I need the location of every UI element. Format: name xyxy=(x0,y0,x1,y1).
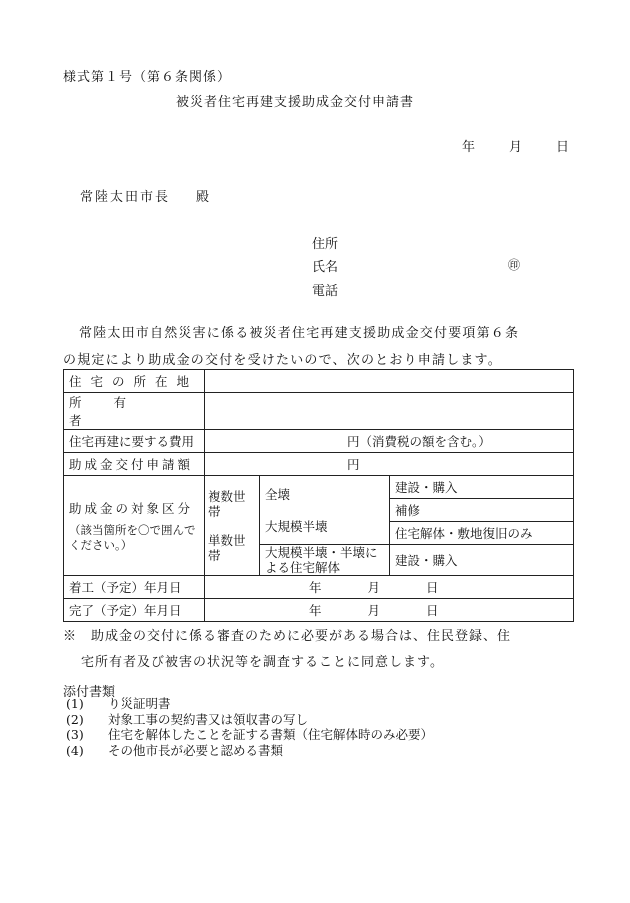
use-build-buy-2[interactable]: 建設・購入 xyxy=(390,545,574,576)
date-day: 日 xyxy=(556,140,570,155)
amount-value[interactable]: 円 xyxy=(205,453,574,476)
end-month: 月 xyxy=(367,603,381,618)
damage-demolish[interactable]: 大規模半壊・半壊による住宅解体 xyxy=(260,545,390,576)
row-owner xyxy=(64,393,574,430)
use-demolish-restore[interactable]: 住宅解体・敷地復旧のみ xyxy=(390,522,574,545)
household-cell xyxy=(205,476,260,576)
damage-large-half[interactable]: 大規模半壊 xyxy=(265,519,328,534)
start-year: 年 xyxy=(309,580,322,595)
damage-total[interactable]: 全壊 xyxy=(265,487,291,502)
location-label: 住宅の所在地 xyxy=(64,370,205,393)
seal-mark: ㊞ xyxy=(508,258,521,272)
attachments-heading: 添付書類 xyxy=(63,685,116,700)
start-label: 着工（予定）年月日 xyxy=(64,576,205,599)
end-label: 完了（予定）年月日 xyxy=(64,599,205,622)
statement-line-2: の規定により助成金の交付を受けたいので、次のとおり申請します。 xyxy=(63,353,502,368)
application-statement xyxy=(63,320,575,374)
use-repair[interactable]: 補修 xyxy=(390,499,574,522)
phone-label: 電話 xyxy=(312,284,339,299)
consent-line-2: 宅所有者及び被害の状況等を調査することに同意します。 xyxy=(81,655,444,670)
owner-label: 所有者 xyxy=(64,393,205,430)
date-year: 年 xyxy=(462,140,476,155)
end-day: 日 xyxy=(426,603,439,618)
end-year: 年 xyxy=(309,603,322,618)
row-start-date xyxy=(64,576,574,599)
row-amount xyxy=(64,453,574,476)
name-label: 氏名 xyxy=(312,260,339,275)
cost-value[interactable]: 円（消費税の額を含む。） xyxy=(205,430,574,453)
household-multi[interactable]: 複数世帯 xyxy=(208,488,246,519)
document-title: 被災者住宅再建支援助成金交付申請書 xyxy=(176,95,415,110)
row-location xyxy=(64,370,574,393)
consent-line-1: ※ 助成金の交付に係る審査のために必要がある場合は、住民登録、住 xyxy=(63,629,512,644)
start-month: 月 xyxy=(367,580,381,595)
addressee-name: 常陸太田市長 xyxy=(80,190,171,205)
date-month: 月 xyxy=(509,140,523,155)
end-date-value[interactable] xyxy=(205,599,574,622)
damage-cell xyxy=(260,476,390,545)
cost-label: 住宅再建に要する費用 xyxy=(64,430,205,453)
date-line xyxy=(462,136,569,155)
application-table xyxy=(63,369,574,622)
attachment-item: (1) り災証明書 xyxy=(66,696,171,711)
attachments-list xyxy=(66,696,433,758)
statement-line-1: 常陸太田市自然災害に係る被災者住宅再建支援助成金交付要項第６条 xyxy=(79,326,520,341)
address-label: 住所 xyxy=(312,237,339,252)
household-single[interactable]: 単数世帯 xyxy=(208,532,246,563)
form-number: 様式第１号（第６条関係） xyxy=(63,70,232,85)
addressee xyxy=(80,186,211,205)
category-label-cell xyxy=(64,476,205,576)
row-cost xyxy=(64,430,574,453)
attachment-item: (3) 住宅を解体したことを証する書類（住宅解体時のみ必要） xyxy=(66,727,434,742)
attachment-item: (2) 対象工事の契約書又は領収書の写し xyxy=(66,711,309,727)
addressee-honorific: 殿 xyxy=(196,190,212,205)
start-day: 日 xyxy=(426,580,439,595)
owner-value[interactable] xyxy=(205,393,574,430)
row-category-1 xyxy=(64,476,574,499)
category-note: （該当箇所を〇で囲んでください。） xyxy=(69,522,196,552)
use-build-buy-1[interactable]: 建設・購入 xyxy=(390,476,574,499)
location-value[interactable] xyxy=(205,370,574,393)
consent-note xyxy=(63,624,575,676)
start-date-value[interactable] xyxy=(205,576,574,599)
attachment-item: (4) その他市長が必要と認める書類 xyxy=(66,742,284,758)
amount-label: 助成金交付申請額 xyxy=(64,453,205,476)
category-label: 助成金の対象区分 xyxy=(69,500,194,516)
row-end-date xyxy=(64,599,574,622)
